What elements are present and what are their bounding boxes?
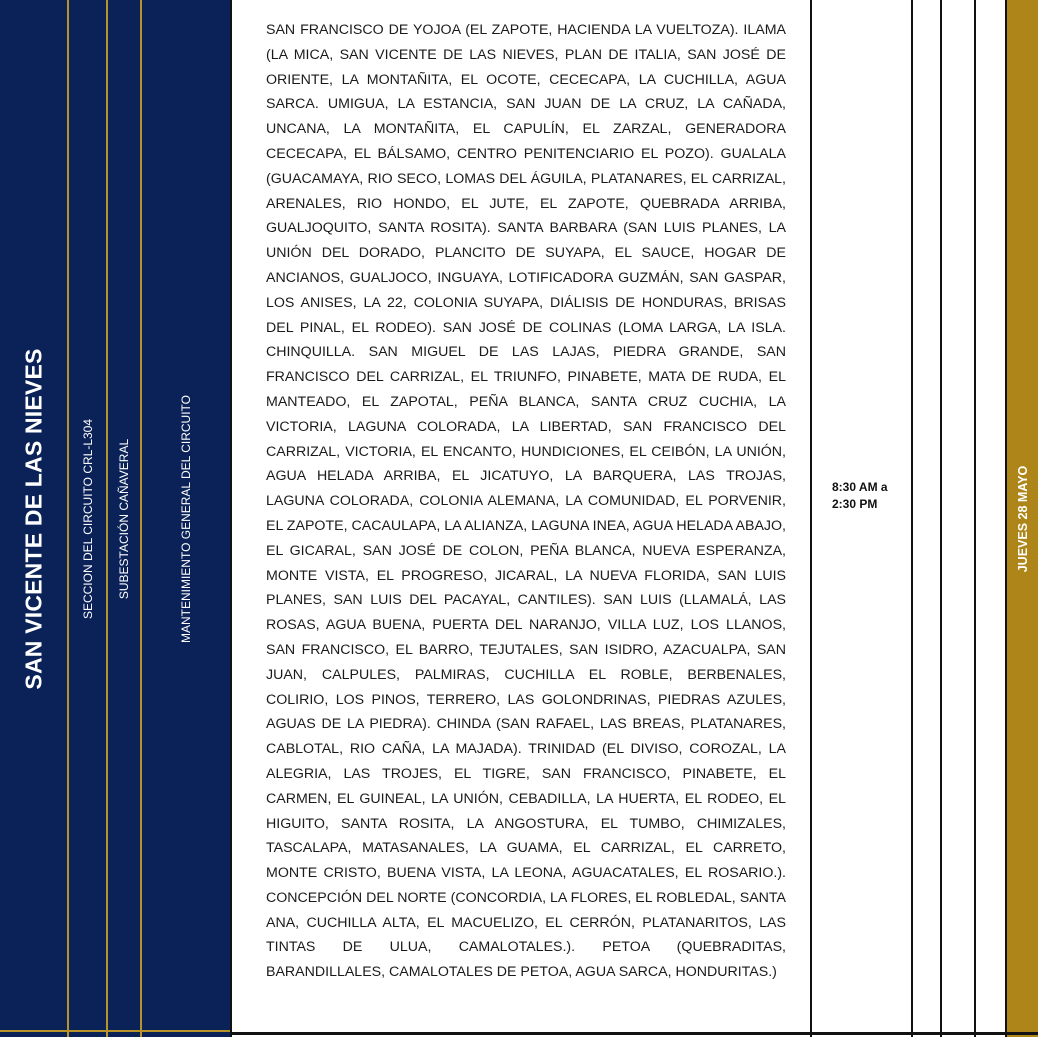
- affected-areas-text: SAN FRANCISCO DE YOJOA (EL ZAPOTE, HACIENDA LA VUELTOZA). ILAMA (LA MICA, SAN VICENTE DE LAS NIEVES, PLAN DE ITALIA, SAN JOSÉ DE ORIENTE, LA MONTAÑITA, EL OCOTE, CECECAPA, LA CUCHILLA, AGUA SARCA. UMIGUA, LA ESTANCIA, SAN JUAN DE LA CRUZ, LA CAÑADA, UNCANA, LA MONTAÑITA, EL CAPULÍN, EL ZARZAL, GENERADORA CECECAPA, EL BÁLSAMO, CENTRO PENITENCIARIO EL POZO). GUALALA (GUACAMAYA, RIO SECO, LOMAS DEL ÁGUILA, PLATANARES, EL CARRIZAL, ARENALES, RIO HONDO, EL JUTE, EL ZAPOTE, QUEBRADA ARRIBA, GUALJOQUITO, SANTA ROSITA). SANTA BARBARA (SAN LUIS PLANES, LA UNIÓN DEL DORADO, PLANCITO DE SUYAPA, EL SAUCE, HOGAR DE ANCIANOS, GUALJOCO, INGUAYA, LOTIFICADORA GUZMÁN, SAN GASPAR, LOS ANISES, LA 22, COLONIA SUYAPA, DIÁLISIS DE HONDURAS, BRISAS DEL PINAL, EL RODEO). SAN JOSÉ DE COLINAS (LOMA LARGA, LA ISLA. CHINQUILLA. SAN MIGUEL DE LAS LAJAS, PIEDRA GRANDE, SAN FRANCISCO DEL CARRIZAL, EL TRIUNFO, PINABETE, MATA DE RUDA, EL MANTEADO, EL ZAPOTAL, PEÑA BLANCA, SANTA CRUZ CUCHIA, LA VICTORIA, LAGUNA COLORADA, LA LIBERTAD, SAN FRANCISCO DEL CARRIZAL, VICTORIA, EL ENCANTO, HUNDICIONES, EL CEIBÓN, LA UNIÓN, AGUA HELADA ARRIBA, EL JICATUYO, LA BARQUERA, LAS TROJAS, LAGUNA COLORADA, COLONIA ALEMANA, LA COMUNIDAD, EL PORVENIR, EL ZAPOTE, CACAULAPA, LA ALIANZA, LAGUNA INEA, AGUA HELADA ABAJO, EL GICARAL, SAN JOSÉ DE COLON, PEÑA BLANCA, NUEVA ESPERANZA, MONTE VISTA, EL PROGRESO, JICARAL, LA NUEVA FLORIDA, SAN LUIS PLANES, SAN LUIS DEL PACAYAL, CANTILES). SAN LUIS (LLAMALÁ, LAS ROSAS, AGUA BUENA, PUERTA DEL NARANJO, VILLA LUZ, LOS LLANOS, SAN FRANCISCO, EL BARRO, TEJUTALES, SAN ISIDRO, AZACUALPA, SAN JUAN, CALPULES, PALMIRAS, CUCHILLA EL ROBLE, BERBENALES, COLIRIO, LOS PINOS, TERRERO, LAS GOLONDRINAS, PIEDRAS AZULES, AGUAS DE LA PIEDRA). CHINDA (SAN RAFAEL, LAS BREAS, PLATANARES, CABLOTAL, RIO CAÑA, LA MAJADA). TRINIDAD (EL DIVISO, COROZAL, LA ALEGRIA, LAS TROJES, EL TIGRE, SAN FRANCISCO, PINABETE, EL CARMEN, EL GUINEAL, LA UNIÓN, CEBADILLA, LA HUERTA, EL RODEO, EL HIGUITO, SANTA ROSITA, LA ANGOSTURA, EL TUMBO, CHIMIZALES, TASCALAPA, MATASANALES, LA GUAMA, EL CARRIZAL, EL CARRETO, MONTE CRISTO, BUENA VISTA, LA LEONA, AGUACATALES, EL ROSARIO.). CONCEPCIÓN DEL NORTE (CONCORDIA, LA FLORES, EL ROBLEDAL, SANTA ANA, CUCHILLA ALTA, EL MACUELIZO, EL CERRÓN, PLATANARITOS, LAS TINTAS DE ULUA, CAMALOTALES.). PETOA (QUEBRADITAS, BARANDILLALES, CAMALOTALES DE PETOA, AGUA SARCA, HONDURITAS.): [266, 22, 786, 981]
- circuit-section-label: SECCION DEL CIRCUITO CRL-L304: [80, 418, 95, 619]
- date-label: JUEVES 28 MAYO: [1015, 465, 1030, 572]
- maintenance-label: MANTENIMIENTO GENERAL DEL CIRCUITO: [179, 394, 193, 643]
- maintenance-column: [142, 0, 230, 1037]
- municipality-label: SAN VICENTE DE LAS NIEVES: [20, 347, 46, 690]
- substation-label: SUBESTACIÓN CAÑAVERAL: [117, 438, 131, 599]
- date-column: [1007, 0, 1038, 1037]
- municipality-column: [0, 0, 67, 1037]
- bottom-gold-border: [0, 1030, 230, 1032]
- column-divider: [940, 0, 942, 1037]
- affected-areas-cell: [230, 0, 812, 1037]
- time-range: [832, 479, 912, 513]
- circuit-section-column: [69, 0, 106, 1037]
- time-end: 2:30 PM: [832, 497, 878, 511]
- column-divider: [911, 0, 913, 1037]
- time-start: 8:30 AM a: [832, 480, 888, 494]
- substation-column: [108, 0, 140, 1037]
- column-divider: [974, 0, 976, 1037]
- bottom-black-border: [230, 1032, 1038, 1035]
